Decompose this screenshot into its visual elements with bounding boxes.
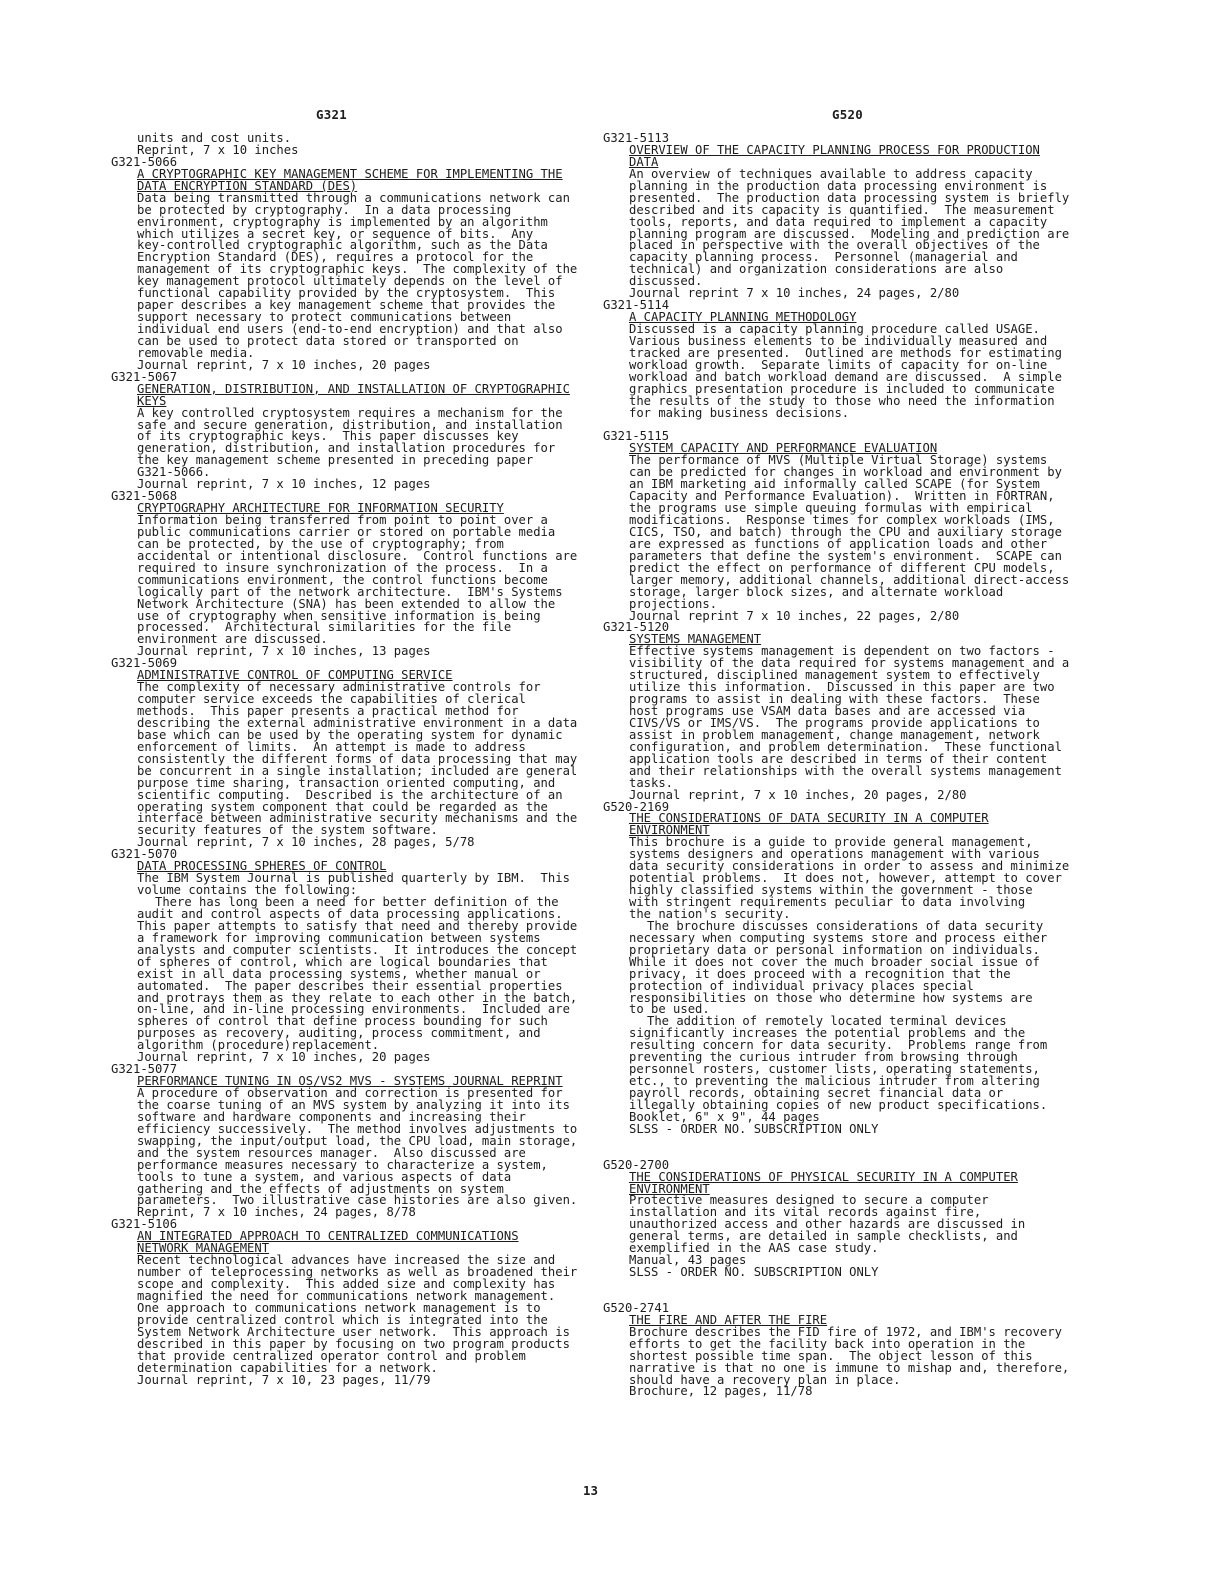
title-text: THE FIRE AND AFTER THE FIRE: [629, 1312, 828, 1327]
publication-title: [111, 381, 611, 396]
description-line: placed in perspective with the overall objectives of the: [629, 238, 1040, 253]
description-line: are expressed as functions of application loads and other: [629, 536, 1048, 551]
description-line: operating system component that could be regarded as the: [137, 799, 548, 814]
title-text: GENERATION, DISTRIBUTION, AND INSTALLATION OF CRYPTOGRAPHIC: [137, 381, 570, 396]
publication-code: G321-5113: [603, 131, 670, 145]
title-text: A CRYPTOGRAPHIC KEY MANAGEMENT SCHEME FOR IMPLEMENTING THE: [137, 166, 563, 181]
description-line: The IBM System Journal is published quarterly by IBM. This: [137, 871, 570, 886]
description-line: use of cryptography when sensitive information is being: [137, 608, 541, 623]
description-line: illegally obtaining copies of new product specifications.: [629, 1097, 1048, 1112]
description-line: Effective systems management is dependent on two factors -: [629, 644, 1055, 659]
description-line: efforts to get the facility back into operation in the: [629, 1336, 1026, 1351]
description-line: environment, cryptography is implemented by an algorithm: [137, 214, 548, 229]
description-line: Booklet, 6" x 9", 44 pages: [629, 1109, 820, 1124]
description-line: Capacity and Performance Evaluation). Written in FORTRAN,: [629, 489, 1055, 504]
title-text: SYSTEM CAPACITY AND PERFORMANCE EVALUATION: [629, 441, 938, 456]
description-line: tasks.: [629, 775, 674, 790]
description-line: application tools are described in terms of their content: [629, 751, 1048, 766]
description-line: scope and complexity. This added size and complexity has: [137, 1277, 556, 1291]
description-line: Journal reprint, 7 x 10, 23 pages, 11/79: [137, 1372, 431, 1387]
description-line: Journal reprint, 7 x 10 inches, 13 pages: [137, 644, 431, 659]
description-line: resulting concern for data security. Problems range from: [629, 1038, 1048, 1053]
description-line: consistently the different forms of data processing that may: [137, 751, 578, 766]
description-line: methods. This paper presents a practical method for: [137, 704, 519, 718]
description-line: Journal reprint, 7 x 10 inches, 20 pages, 2/80: [629, 787, 967, 802]
title-text: A CAPACITY PLANNING METHODOLOGY: [629, 310, 857, 325]
description-line: planning in the production data processing environment is: [629, 178, 1048, 193]
description-line: utilize this information. Discussed in this paper are two: [629, 680, 1055, 695]
description-line: Journal reprint, 7 x 10 inches, 28 pages, 5/78: [137, 835, 475, 850]
description-line: Recent technological advances have increased the size and: [137, 1253, 556, 1268]
description-line: While it does not cover the much broader social issue of: [629, 954, 1040, 969]
description-line: tools to tune a system, and various aspects of data: [137, 1169, 512, 1184]
description-line: There has long been a need for better definition of the: [155, 895, 559, 909]
blank-line: [603, 1136, 1113, 1148]
publication-code: G520-2700: [603, 1157, 670, 1172]
description-line: Reprint, 7 x 10 inches, 24 pages, 8/78: [137, 1205, 416, 1220]
description-line: An overview of techniques available to address capacity: [629, 166, 1033, 181]
description-line: tools, reports, and data required to implement a capacity: [629, 214, 1048, 229]
description-line: interface between administrative security mechanisms and the: [137, 811, 578, 826]
description-line: the coarse tuning of an MVS system by analyzing it into its: [137, 1097, 570, 1112]
description-line: significantly increases the potential problems and the: [629, 1026, 1026, 1041]
description-line: volume contains the following:: [137, 883, 358, 898]
description-line: tracked are presented. Outlined are methods for estimating: [629, 345, 1062, 360]
description-line: SLSS - ORDER NO. SUBSCRIPTION ONLY: [629, 1121, 879, 1136]
description-line: on-line, and in-line processing environments. Included are: [137, 1002, 570, 1017]
description-line: This paper attempts to satisfy that need and thereby provide: [137, 918, 578, 933]
description-line: described in this paper by focusing on two program products: [137, 1336, 570, 1351]
description-line: data security considerations in order to assess and minimize: [629, 859, 1070, 874]
description-line: individual end users (end-to-end encryption) and that also: [137, 322, 563, 336]
description-line: discussed.: [629, 274, 703, 289]
description-line: Various business elements to be individually measured and: [629, 333, 1048, 348]
description-line: payroll records, obtaining secret financial data or: [629, 1086, 1004, 1100]
publication-code: G321-5070: [111, 847, 178, 862]
description-line: technical) and organization considerations are also: [629, 262, 1004, 277]
description-line: functional capability provided by the cryptosystem. This: [137, 286, 556, 301]
right-column: [603, 133, 1113, 1398]
description-line: privacy, it does proceed with a recognition that the: [629, 966, 1011, 981]
description-line: exist in all data processing systems, whether manual or: [137, 966, 541, 981]
description-line: determination capabilities for a network.: [137, 1360, 438, 1375]
description-line: configuration, and problem determination. These functional: [629, 739, 1062, 754]
description-line: parameters. Two illustrative case histories are also given.: [137, 1193, 578, 1208]
description-line: Network Architecture (SNA) has been extended to allow the: [137, 596, 556, 611]
description-line: accidental or intentional disclosure. Control functions are: [137, 548, 578, 563]
description-line: described and its capacity is quantified. The measurement: [629, 202, 1055, 217]
description-line: support necessary to protect communications between: [137, 310, 512, 325]
description-line: presented. The production data processing system is briefly: [629, 190, 1070, 205]
publication-code: G321-5067: [111, 369, 178, 384]
description-line: enforcement of limits. An attempt is made to address: [137, 739, 526, 754]
description-line: assist in problem management, change management, network: [629, 727, 1040, 742]
description-line: Brochure, 12 pages, 11/78: [629, 1384, 813, 1399]
publication-code: G520-2169: [603, 799, 670, 814]
description-line: magnified the need for communications network management.: [137, 1288, 556, 1303]
description-line: shortest possible time span. The object lesson of this: [629, 1348, 1033, 1363]
description-line: analysts and computer scientists. It introduces the concept: [137, 942, 578, 957]
header-right-code: G520: [832, 107, 864, 122]
description-line: general terms, are detailed in sample checklists, and: [629, 1229, 1018, 1244]
description-line: environment are discussed.: [137, 632, 328, 647]
description-line: and their relationships with the overall systems management: [629, 763, 1062, 778]
description-line: scientific computing. Described is the architecture of an: [137, 787, 563, 802]
description-line: System Network Architecture user network. This approach is: [137, 1324, 570, 1339]
description-line: units and cost units.: [137, 131, 292, 145]
description-line: that provide centralized operator control and problem: [137, 1348, 526, 1363]
description-line: larger memory, additional channels, additional direct-access: [629, 572, 1070, 587]
publication-code: G321-5069: [111, 656, 178, 671]
description-line: base which can be used by the operating system for dynamic: [137, 727, 563, 742]
publication-code: G520-2741: [603, 1300, 670, 1315]
description-line: CICS, TSO, and batch) through the CPU and auxiliary storage: [629, 524, 1062, 539]
description-line: necessary when computing systems store and process either: [629, 930, 1048, 945]
description-line: workload and batch workload demand are discussed. A simple: [629, 369, 1062, 384]
description-line: highly classified systems within the government - those: [629, 883, 1033, 898]
description-line: the programs use simple queuing formulas with empirical: [629, 501, 1033, 516]
description-line: removable media.: [137, 345, 255, 360]
description-line: the results of the study to those who need the information: [629, 393, 1055, 408]
description-line: spheres of control that define process bounding for such: [137, 1014, 548, 1029]
title-text: THE CONSIDERATIONS OF DATA SECURITY IN A COMPUTER: [629, 811, 989, 826]
description-line: for making business decisions.: [629, 405, 850, 420]
description-line: purposes as recovery, auditing, process commitment, and: [137, 1026, 541, 1041]
description-line: parameters that define the system's environment. SCAPE can: [629, 548, 1062, 563]
description-line: Journal reprint 7 x 10 inches, 24 pages, 2/80: [629, 286, 960, 301]
description-line: computer service exceeds the capabilities of clerical: [137, 692, 526, 707]
description-line: Brochure describes the FID fire of 1972, and IBM's recovery: [629, 1324, 1062, 1339]
title-text: SYSTEMS MANAGEMENT: [629, 632, 762, 647]
description-line: visibility of the data required for systems management and a: [629, 656, 1070, 671]
description-line: personnel rosters, customer lists, operating statements,: [629, 1062, 1040, 1077]
blank-line: [603, 420, 1113, 432]
description-line: swapping, the input/output load, the CPU load, main storage,: [137, 1133, 578, 1148]
description-line: exemplified in the AAS case study.: [629, 1241, 879, 1256]
description-line: protection of individual privacy places special: [629, 978, 974, 993]
description-line: host programs use VSAM data bases and are accessed via: [629, 704, 1026, 718]
description-line: and the system resources manager. Also discussed are: [137, 1145, 526, 1160]
description-line: algorithm (procedure)replacement.: [137, 1038, 380, 1053]
publication-code: G321-5106: [111, 1217, 178, 1232]
description-line: predict the effect on performance of different CPU models,: [629, 560, 1055, 575]
description-line: logically part of the network architecture. IBM's Systems: [137, 584, 563, 599]
description-line: generation, distribution, and installation procedures for: [137, 441, 556, 456]
description-line: Reprint, 7 x 10 inches: [137, 142, 299, 157]
description-line: can be predicted for changes in workload and environment by: [629, 465, 1062, 480]
description-line: with stringent requirements peculiar to data involving: [629, 895, 1026, 909]
title-text: ENVIRONMENT: [629, 823, 710, 838]
description-line: unauthorized access and other hazards are discussed in: [629, 1217, 1026, 1232]
blank-line: [603, 1279, 1113, 1291]
description-line: gathering and the effects of adjustments on system: [137, 1181, 504, 1196]
description-line: audit and control aspects of data processing applications.: [137, 906, 563, 921]
description-line: Data being transmitted through a communications network can: [137, 190, 570, 205]
description-line: CIVS/VS or IMS/VS. The programs provide applications to: [629, 715, 1040, 730]
title-text: DATA PROCESSING SPHERES OF CONTROL: [137, 859, 387, 874]
description-line: storage, larger block sizes, and alternate workload: [629, 584, 1004, 599]
description-line: of its cryptographic keys. This paper discusses key: [137, 429, 519, 444]
description-line: The complexity of necessary administrative controls for: [137, 680, 541, 695]
description-line: Encryption Standard (DES), requires a protocol for the: [137, 250, 534, 265]
description-line: automated. The paper describes their essential properties: [137, 978, 563, 993]
description-line: provide centralized control which is integrated into the: [137, 1312, 548, 1327]
description-line: graphics presentation procedure is included to communicate: [629, 381, 1055, 396]
description-line: be concurrent in a single installation; included are general: [137, 763, 578, 778]
description-line: SLSS - ORDER NO. SUBSCRIPTION ONLY: [629, 1265, 879, 1280]
description-line: Protective measures designed to secure a computer: [629, 1193, 989, 1208]
description-line: and protrays them as they relate to each other in the batch,: [137, 990, 578, 1005]
description-line: paper describes a key management scheme that provides the: [137, 298, 556, 313]
description-line: performance measures necessary to characterize a system,: [137, 1157, 548, 1172]
description-line: should have a recovery plan in place.: [629, 1372, 901, 1387]
title-text: NETWORK MANAGEMENT: [137, 1241, 270, 1256]
title-text: CRYPTOGRAPHY ARCHITECTURE FOR INFORMATION SECURITY: [137, 501, 504, 516]
title-text: ADMINISTRATIVE CONTROL OF COMPUTING SERVICE: [137, 668, 453, 683]
blank-line: [603, 1148, 1113, 1160]
description-line: Information being transferred from point to point over a: [137, 513, 548, 527]
title-text: PERFORMANCE TUNING IN OS/VS2 MVS - SYSTEMS JOURNAL REPRINT: [137, 1074, 563, 1089]
description-line: processed. Architectural similarities for the file: [137, 620, 512, 635]
description-line: responsibilities on those who determine how systems are: [629, 990, 1033, 1005]
title-text: ENVIRONMENT: [629, 1181, 710, 1196]
description-line: Discussed is a capacity planning procedure called USAGE.: [629, 322, 1040, 336]
header-left-code: G321: [316, 107, 348, 122]
publication-code: G321-5115: [603, 429, 670, 444]
description-line: planning program are discussed. Modeling and prediction are: [629, 226, 1070, 241]
left-column: [111, 133, 611, 1386]
description-line: modifications. Response times for complex workloads (IMS,: [629, 513, 1055, 527]
description-line: The addition of remotely located terminal devices: [647, 1014, 1007, 1029]
description-line: efficiency successively. The method involves adjustments to: [137, 1121, 578, 1136]
description-line: the nation's security.: [629, 906, 791, 921]
title-text: AN INTEGRATED APPROACH TO CENTRALIZED COMMUNICATIONS: [137, 1229, 519, 1244]
page-number: 13: [583, 1483, 598, 1498]
description-line: be protected by cryptography. In a data processing: [137, 202, 512, 217]
title-text: DATA: [629, 154, 659, 169]
description-line: capacity planning process. Personnel (managerial and: [629, 250, 1018, 265]
publication-code: G321-5077: [111, 1062, 178, 1077]
description-line: software and hardware components and increasing their: [137, 1109, 526, 1124]
description-line: a framework for improving communication between systems: [137, 930, 541, 945]
title-text: OVERVIEW OF THE CAPACITY PLANNING PROCESS FOR PRODUCTION: [629, 142, 1040, 157]
publication-code: G321-5068: [111, 489, 178, 504]
description-line: projections.: [629, 596, 718, 611]
description-line: One approach to communications network management is to: [137, 1300, 541, 1315]
description-line: Journal reprint, 7 x 10 inches, 20 pages: [137, 1050, 431, 1065]
description-line: Journal reprint, 7 x 10 inches, 20 pages: [137, 357, 431, 372]
description-line: communications environment, the control functions become: [137, 572, 548, 587]
description-line: The brochure discusses considerations of data security: [647, 918, 1044, 933]
description-line: potential problems. It does not, however, attempt to cover: [629, 871, 1062, 886]
description-line: purpose time sharing, transaction oriented computing, and: [137, 775, 556, 790]
title-text: THE CONSIDERATIONS OF PHYSICAL SECURITY IN A COMPUTER: [629, 1169, 1018, 1184]
description-line: proprietary data or personal information on individuals.: [629, 942, 1040, 957]
description-line: The performance of MVS (Multiple Virtual Storage) systems: [629, 453, 1048, 468]
description-line: safe and secure generation, distribution, and installation: [137, 417, 563, 432]
description-line: of spheres of control, which are logical boundaries that: [137, 954, 548, 969]
description-line: workload growth. Separate limits of capacity for on-line: [629, 357, 1048, 372]
description-line: Journal reprint 7 x 10 inches, 22 pages, 2/80: [629, 608, 960, 623]
description-line: which utilizes a secret key, or sequence of bits. Any: [137, 226, 534, 241]
description-line: structured, disciplined management system to effectively: [629, 668, 1040, 683]
description-line: can be used to protect data stored or transported on: [137, 333, 519, 348]
description-line: key management protocol ultimately depends on the level of: [137, 274, 563, 289]
description-line: systems designers and operations management with various: [629, 847, 1040, 862]
description-line: Manual, 43 pages: [629, 1253, 747, 1268]
title-text: DATA ENCRYPTION STANDARD (DES): [137, 178, 358, 193]
publication-code: G321-5066: [111, 154, 178, 169]
description-line: narrative is that no one is immune to mishap and, therefore,: [629, 1360, 1070, 1375]
description-line: Journal reprint, 7 x 10 inches, 12 pages: [137, 477, 431, 492]
description-line: public communications carrier or stored on portable media: [137, 524, 556, 539]
publication-code: G321-5114: [603, 298, 670, 313]
description-line: This brochure is a guide to provide general management,: [629, 835, 1033, 850]
description-line: programs to assist in dealing with these factors. These: [629, 692, 1040, 707]
description-line: A key controlled cryptosystem requires a mechanism for the: [137, 405, 563, 420]
description-line: preventing the curious intruder from browsing through: [629, 1050, 1018, 1065]
description-line: etc., to preventing the malicious intruder from altering: [629, 1074, 1040, 1089]
description-line: can be protected, by the use of cryptography; from: [137, 536, 504, 551]
publication-code: G321-5120: [603, 620, 670, 635]
title-text: KEYS: [137, 393, 167, 408]
description-line: the key management scheme presented in preceding paper: [137, 453, 534, 468]
description-line: number of teleprocessing networks as well as broadened their: [137, 1265, 578, 1280]
description-line: to be used.: [629, 1002, 710, 1017]
description-line: describing the external administrative environment in a data: [137, 715, 578, 730]
description-line: key-controlled cryptographic algorithm, such as the Data: [137, 238, 548, 253]
publication-title: [603, 142, 1113, 157]
blank-line: [603, 1291, 1113, 1303]
description-line: required to insure synchronization of the process. In a: [137, 560, 548, 575]
description-line: management of its cryptographic keys. The complexity of the: [137, 262, 578, 277]
description-line: G321-5066.: [137, 465, 211, 480]
description-line: an IBM marketing aid informally called SCAPE (for System: [629, 477, 1040, 492]
description-line: A procedure of observation and correction is presented for: [137, 1086, 563, 1100]
description-line: installation and its vital records against fire,: [629, 1205, 982, 1220]
description-line: security features of the system software.: [137, 823, 438, 838]
